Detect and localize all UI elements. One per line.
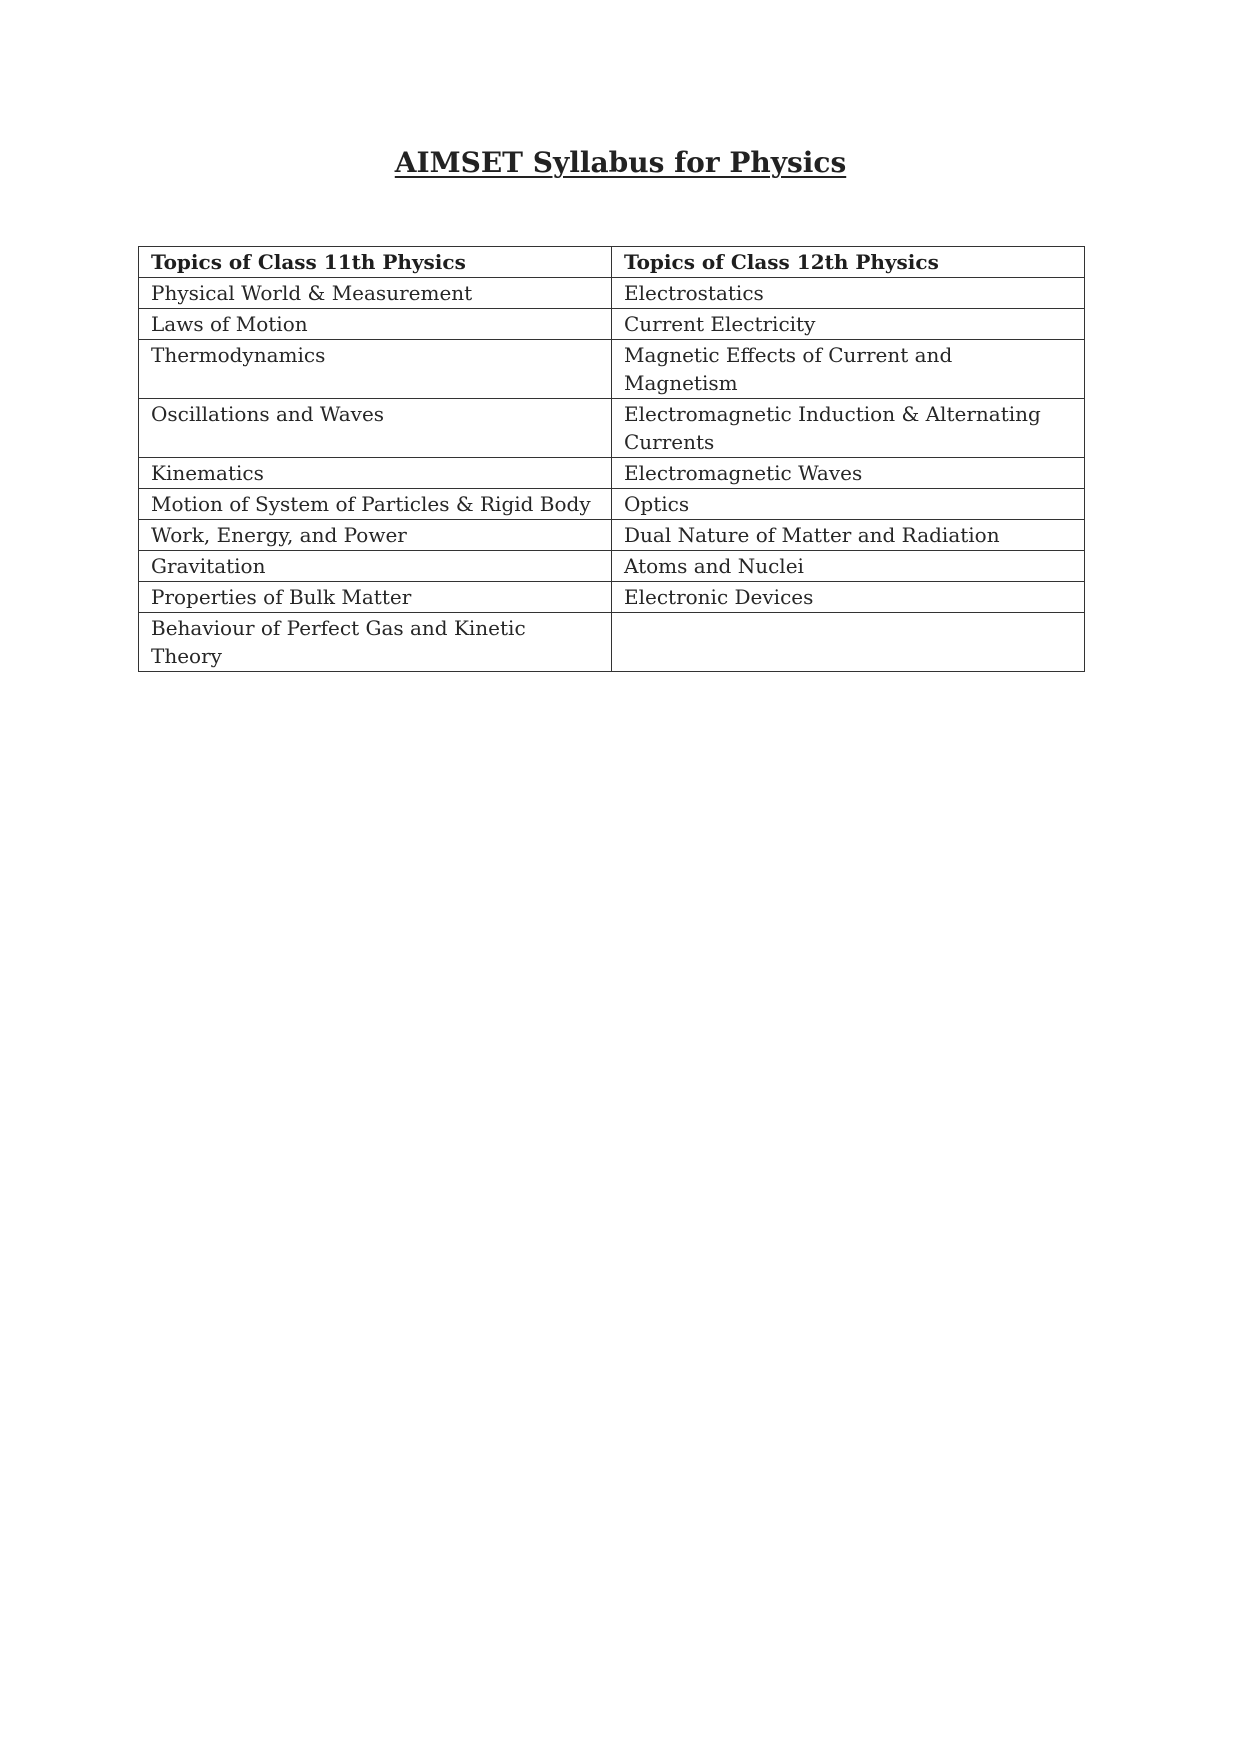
class-12-topic: Electromagnetic Waves [612, 458, 1085, 489]
table-row [139, 551, 1085, 582]
table-row [139, 582, 1085, 613]
class-12-topic: Optics [612, 489, 1085, 520]
syllabus-table [138, 246, 1085, 672]
class-12-topic: Electronic Devices [612, 582, 1085, 613]
page-title: AIMSET Syllabus for Physics [394, 146, 847, 179]
class-12-topic: Electrostatics [612, 278, 1085, 309]
table-row [139, 489, 1085, 520]
header-class-12: Topics of Class 12th Physics [612, 247, 1085, 278]
class-11-topic: Thermodynamics [139, 340, 612, 399]
class-11-topic: Kinematics [139, 458, 612, 489]
class-12-topic: Magnetic Effects of Current and Magnetism [612, 340, 1085, 399]
class-11-topic: Physical World & Measurement [139, 278, 612, 309]
table-row [139, 340, 1085, 399]
class-11-topic: Properties of Bulk Matter [139, 582, 612, 613]
class-11-topic: Laws of Motion [139, 309, 612, 340]
class-11-topic: Gravitation [139, 551, 612, 582]
class-11-topic: Motion of System of Particles & Rigid Body [139, 489, 612, 520]
class-12-topic: Current Electricity [612, 309, 1085, 340]
class-12-topic-empty [612, 613, 1085, 672]
class-12-topic: Electromagnetic Induction & Alternating Currents [612, 399, 1085, 458]
class-12-topic: Atoms and Nuclei [612, 551, 1085, 582]
table-row [139, 399, 1085, 458]
class-11-topic: Work, Energy, and Power [139, 520, 612, 551]
table-row [139, 278, 1085, 309]
table-row [139, 309, 1085, 340]
header-class-11: Topics of Class 11th Physics [139, 247, 612, 278]
table-row [139, 458, 1085, 489]
table-row [139, 520, 1085, 551]
class-11-topic: Behaviour of Perfect Gas and Kinetic Theory [139, 613, 612, 672]
table-row [139, 613, 1085, 672]
class-11-topic: Oscillations and Waves [139, 399, 612, 458]
table-header-row [139, 247, 1085, 278]
class-12-topic: Dual Nature of Matter and Radiation [612, 520, 1085, 551]
